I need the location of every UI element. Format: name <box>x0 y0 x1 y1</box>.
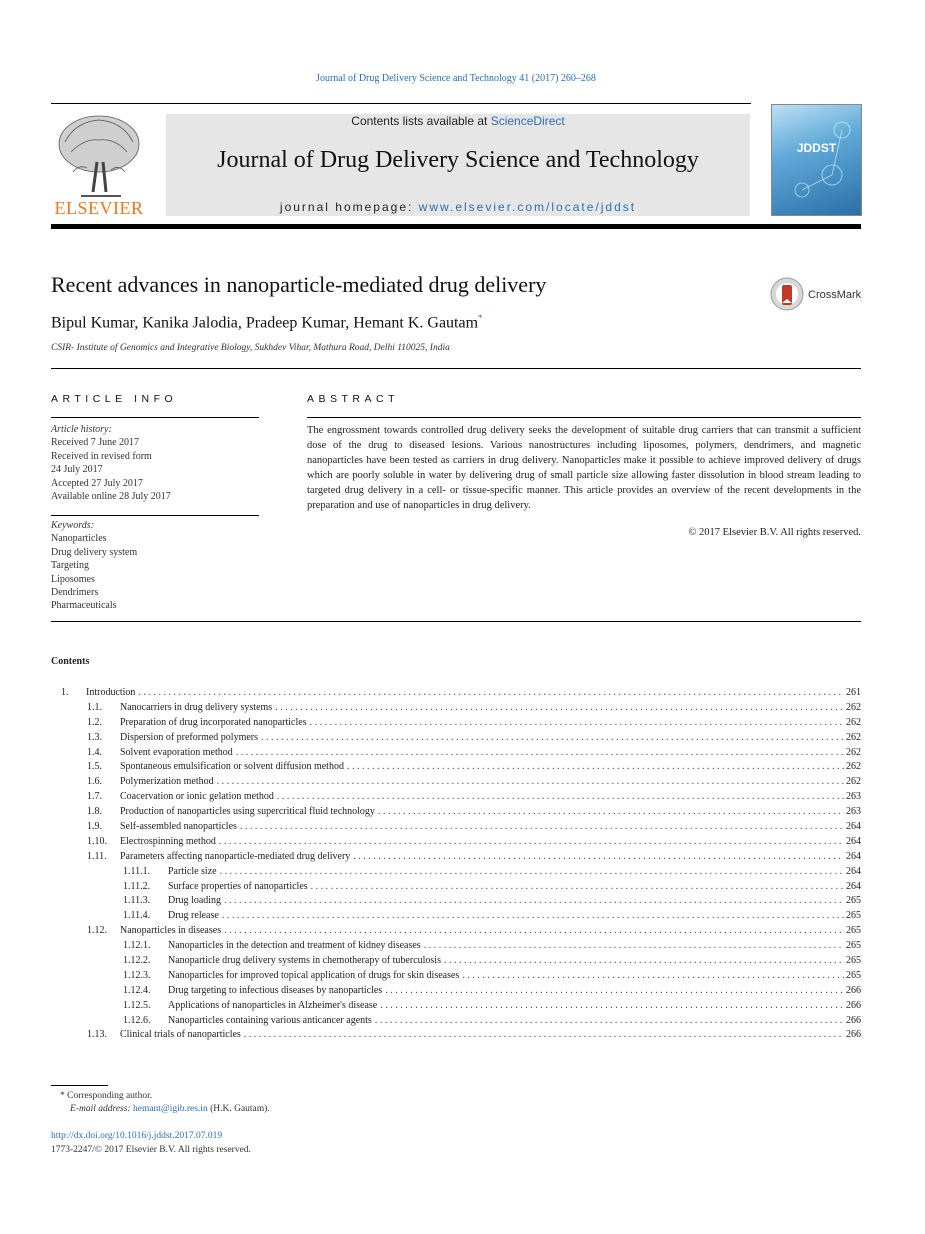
article-info-rule <box>51 417 259 418</box>
toc-entry-title[interactable]: Surface properties of nanoparticles <box>168 880 308 892</box>
toc-entry[interactable] <box>51 880 861 895</box>
toc-entry[interactable] <box>51 835 861 850</box>
toc-entry-title[interactable]: Drug targeting to infectious diseases by nanoparticles <box>168 984 383 996</box>
abstract-end-rule <box>51 621 861 622</box>
toc-entry-title[interactable]: Introduction <box>86 687 136 698</box>
toc-entry-number: 1.12.1. <box>123 940 151 952</box>
toc-entry-page: 264 <box>846 865 861 877</box>
contents-available-line <box>166 114 750 128</box>
toc-entry[interactable] <box>51 790 861 805</box>
toc-leader-dots <box>385 984 844 999</box>
journal-homepage-line <box>166 200 750 214</box>
footnote <box>60 1090 270 1116</box>
toc-entry[interactable] <box>51 775 861 790</box>
toc-entry-page: 263 <box>846 806 861 818</box>
cover-molecule-graphic <box>772 105 861 215</box>
toc-entry-page: 262 <box>846 731 861 743</box>
toc-leader-dots <box>275 701 844 716</box>
toc-entry[interactable] <box>51 865 861 880</box>
table-of-contents <box>51 686 861 1043</box>
toc-leader-dots <box>378 805 844 820</box>
toc-entry-page: 262 <box>846 776 861 788</box>
cover-title: JDDST <box>796 141 837 155</box>
toc-leader-dots <box>240 820 844 835</box>
toc-entry[interactable] <box>51 894 861 909</box>
toc-leader-dots <box>375 1014 844 1029</box>
toc-entry-title[interactable]: Preparation of drug incorporated nanoparticles <box>120 716 307 728</box>
toc-entry-title[interactable]: Spontaneous emulsification or solvent diffusion method <box>120 761 344 773</box>
doi-link[interactable]: http://dx.doi.org/10.1016/j.jddst.2017.07.019 <box>51 1131 223 1141</box>
history-item: Available online 28 July 2017 <box>51 491 171 503</box>
toc-entry-title[interactable]: Clinical trials of nanoparticles <box>120 1029 241 1041</box>
toc-entry[interactable] <box>51 939 861 954</box>
toc-entry-number: 1. <box>61 687 69 698</box>
toc-entry-number: 1.1. <box>87 701 102 713</box>
abstract-heading: ABSTRACT <box>307 393 400 405</box>
toc-entry-page: 265 <box>846 910 861 922</box>
history-label: Article history: <box>51 424 112 435</box>
issn-copyright: 1773-2247/© 2017 Elsevier B.V. All rights reserved. <box>51 1145 251 1155</box>
journal-title: Journal of Drug Delivery Science and Technology <box>217 147 699 173</box>
toc-entry-page: 265 <box>846 969 861 981</box>
toc-entry-page: 264 <box>846 880 861 892</box>
toc-entry-title[interactable]: Electrospinning method <box>120 835 216 847</box>
toc-entry-title[interactable]: Self-assembled nanoparticles <box>120 821 237 833</box>
keyword: Liposomes <box>51 573 95 585</box>
toc-leader-dots <box>347 760 844 775</box>
toc-entry-page: 262 <box>846 746 861 758</box>
toc-entry[interactable] <box>51 999 861 1014</box>
toc-leader-dots <box>236 746 844 761</box>
toc-entry-page: 262 <box>846 701 861 713</box>
toc-entry[interactable] <box>51 731 861 746</box>
corresponding-author-note: * Corresponding author. <box>60 1091 153 1101</box>
homepage-prefix: journal homepage: <box>279 200 419 214</box>
toc-entry-title[interactable]: Nanoparticle drug delivery systems in chemotherapy of tuberculosis <box>168 955 441 967</box>
toc-leader-dots <box>138 686 844 701</box>
keyword: Drug delivery system <box>51 546 138 558</box>
toc-entry-number: 1.6. <box>87 776 102 788</box>
toc-entry[interactable] <box>51 909 861 924</box>
keyword: Targeting <box>51 560 89 572</box>
crossmark-icon[interactable] <box>770 277 804 311</box>
toc-entry-title[interactable]: Solvent evaporation method <box>120 746 233 758</box>
abstract-copyright: © 2017 Elsevier B.V. All rights reserved. <box>688 527 861 538</box>
toc-leader-dots <box>424 939 844 954</box>
contents-heading: Contents <box>51 656 90 667</box>
homepage-link[interactable]: www.elsevier.com/locate/jddst <box>418 200 637 214</box>
abstract-rule <box>307 417 861 418</box>
keyword: Dendrimers <box>51 587 99 599</box>
toc-entry-number: 1.12.3. <box>123 969 151 981</box>
toc-entry-number: 1.11.2. <box>123 880 151 892</box>
toc-entry-number: 1.11.1. <box>123 865 151 877</box>
toc-entry[interactable] <box>51 924 861 939</box>
toc-entry-number: 1.12. <box>87 925 107 937</box>
abstract-text: The engrossment towards controlled drug delivery seeks the development of suitable drug carriers that can transmit a sufficient dose of the drug to diseased lesions. Various nanostructures including liposomes, polymers, dendrimers, and magnetic nanoparticles have been tested as carriers in drug delivery. Nanoparticles make it possible to achieve improved delivery of drugs which are poorly soluble in water by delivering drug of small particle size allowing faster dissolution in blood stream leading to targeted drug delivery in a cell- or tissue-specific manner. This article provides an overview of the recent developments in the preparation and use of nanoparticles in drug delivery. <box>307 425 861 511</box>
article-info-heading: ARTICLE INFO <box>51 393 178 405</box>
toc-leader-dots <box>310 716 844 731</box>
toc-entry-number: 1.11.3. <box>123 895 151 907</box>
toc-entry-number: 1.8. <box>87 806 102 818</box>
toc-entry[interactable] <box>51 1028 861 1043</box>
title-rule <box>51 368 861 369</box>
toc-entry-number: 1.11.4. <box>123 910 151 922</box>
toc-entry-title[interactable]: Polymerization method <box>120 776 214 788</box>
toc-entry-number: 1.4. <box>87 746 102 758</box>
toc-entry-page: 265 <box>846 925 861 937</box>
toc-entry[interactable] <box>51 805 861 820</box>
toc-entry-page: 265 <box>846 895 861 907</box>
toc-entry-number: 1.11. <box>87 850 107 862</box>
corresponding-author-mark[interactable]: * <box>478 313 483 323</box>
toc-entry-number: 1.3. <box>87 731 102 743</box>
toc-leader-dots <box>261 731 844 746</box>
toc-entry[interactable] <box>51 850 861 865</box>
journal-citation-link[interactable]: Journal of Drug Delivery Science and Technology 41 (2017) 260–268 <box>316 73 596 84</box>
sciencedirect-link[interactable]: ScienceDirect <box>490 114 565 128</box>
toc-entry-title[interactable]: Particle size <box>168 865 217 877</box>
toc-entry-page: 266 <box>846 1029 861 1041</box>
toc-entry-number: 1.12.2. <box>123 955 151 967</box>
toc-entry-page: 262 <box>846 716 861 728</box>
toc-entry-number: 1.12.6. <box>123 1014 151 1026</box>
authors-text: Bipul Kumar, Kanika Jalodia, Pradeep Kumar, Hemant K. Gautam <box>51 314 479 332</box>
toc-leader-dots <box>353 850 844 865</box>
toc-entry-page: 264 <box>846 850 861 862</box>
toc-entry-title[interactable]: Dispersion of preformed polymers <box>120 731 259 743</box>
toc-leader-dots <box>380 999 844 1014</box>
toc-entry-number: 1.2. <box>87 716 102 728</box>
footnote-rule <box>51 1085 108 1086</box>
toc-entry-page: 265 <box>846 940 861 952</box>
history-item: Received 7 June 2017 <box>51 437 140 449</box>
email-label: E-mail address: <box>70 1104 133 1114</box>
toc-entry[interactable] <box>51 701 861 716</box>
toc-entry-page: 263 <box>846 791 861 803</box>
toc-entry[interactable] <box>51 760 861 775</box>
toc-leader-dots <box>462 969 844 984</box>
toc-entry-title[interactable]: Parameters affecting nanoparticle-mediated drug delivery <box>120 850 351 862</box>
toc-leader-dots <box>244 1028 844 1043</box>
toc-entry[interactable] <box>51 746 861 761</box>
toc-entry-title[interactable]: Coacervation or ionic gelation method <box>120 791 274 803</box>
header-rule <box>51 103 751 104</box>
toc-entry[interactable] <box>51 820 861 835</box>
toc-entry[interactable] <box>51 954 861 969</box>
toc-entry-title[interactable]: Nanoparticles for improved topical application of drugs for skin diseases <box>168 969 460 981</box>
toc-leader-dots <box>219 835 844 850</box>
toc-entry-page: 266 <box>846 999 861 1011</box>
keywords <box>51 519 137 613</box>
article-title: Recent advances in nanoparticle-mediated drug delivery <box>51 272 547 297</box>
toc-entry-page: 266 <box>846 1014 861 1026</box>
toc-entry-title[interactable]: Nanoparticles in the detection and treatment of kidney diseases <box>168 940 421 952</box>
toc-leader-dots <box>444 954 844 969</box>
toc-entry-number: 1.13. <box>87 1029 107 1041</box>
toc-leader-dots <box>224 924 844 939</box>
toc-leader-dots <box>222 909 844 924</box>
toc-entry-title[interactable]: Applications of nanoparticles in Alzheimer's disease <box>168 999 378 1011</box>
toc-entry-title[interactable]: Nanoparticles containing various anticancer agents <box>168 1014 372 1026</box>
toc-entry-title[interactable]: Production of nanoparticles using supercritical fluid technology <box>120 806 375 818</box>
elsevier-wordmark: ELSEVIER <box>54 198 144 218</box>
toc-entry-title[interactable]: Drug loading <box>168 895 222 907</box>
contents-prefix: Contents lists available at <box>351 114 491 128</box>
toc-leader-dots <box>220 865 844 880</box>
header-thick-rule <box>51 224 861 229</box>
toc-entry-page: 261 <box>846 687 861 698</box>
keyword: Nanoparticles <box>51 533 107 545</box>
author-affiliation: CSIR- Institute of Genomics and Integrative Biology, Sukhdev Vihar, Mathura Road, Delhi 110025, India <box>51 343 450 353</box>
toc-entry-page: 264 <box>846 821 861 833</box>
email-link[interactable]: hemant@igib.res.in <box>132 1104 208 1114</box>
toc-entry[interactable] <box>51 1014 861 1029</box>
toc-entry-number: 1.5. <box>87 761 102 773</box>
toc-entry-number: 1.12.5. <box>123 999 151 1011</box>
history-item: Received in revised form <box>51 450 152 462</box>
toc-entry-page: 262 <box>846 761 861 773</box>
email-suffix: (H.K. Gautam). <box>207 1104 270 1114</box>
toc-entry-page: 266 <box>846 984 861 996</box>
keywords-label: Keywords: <box>51 520 94 531</box>
toc-entry[interactable] <box>51 984 861 999</box>
toc-entry-number: 1.7. <box>87 791 102 803</box>
toc-entry-title[interactable]: Drug release <box>168 910 219 922</box>
toc-entry-number: 1.9. <box>87 821 102 833</box>
history-item: 24 July 2017 <box>51 464 103 476</box>
toc-entry-number: 1.12.4. <box>123 984 151 996</box>
toc-entry[interactable] <box>51 716 861 731</box>
toc-leader-dots <box>217 775 844 790</box>
toc-entry-page: 264 <box>846 835 861 847</box>
history-item: Accepted 27 July 2017 <box>51 477 143 489</box>
crossmark-label[interactable]: CrossMark <box>808 289 862 301</box>
toc-leader-dots <box>224 894 844 909</box>
toc-entry-title[interactable]: Nanoparticles in diseases <box>120 925 222 937</box>
toc-leader-dots <box>311 880 844 895</box>
keyword: Pharmaceuticals <box>51 600 117 612</box>
author-list <box>51 313 483 332</box>
toc-entry-page: 265 <box>846 955 861 967</box>
journal-cover-image <box>771 104 862 216</box>
toc-entry[interactable] <box>51 969 861 984</box>
article-history <box>51 423 171 503</box>
toc-entry-title[interactable]: Nanocarriers in drug delivery systems <box>120 701 273 713</box>
keywords-rule <box>51 515 259 516</box>
toc-entry-number: 1.10. <box>87 835 107 847</box>
toc-entry[interactable] <box>51 686 861 701</box>
toc-leader-dots <box>277 790 844 805</box>
